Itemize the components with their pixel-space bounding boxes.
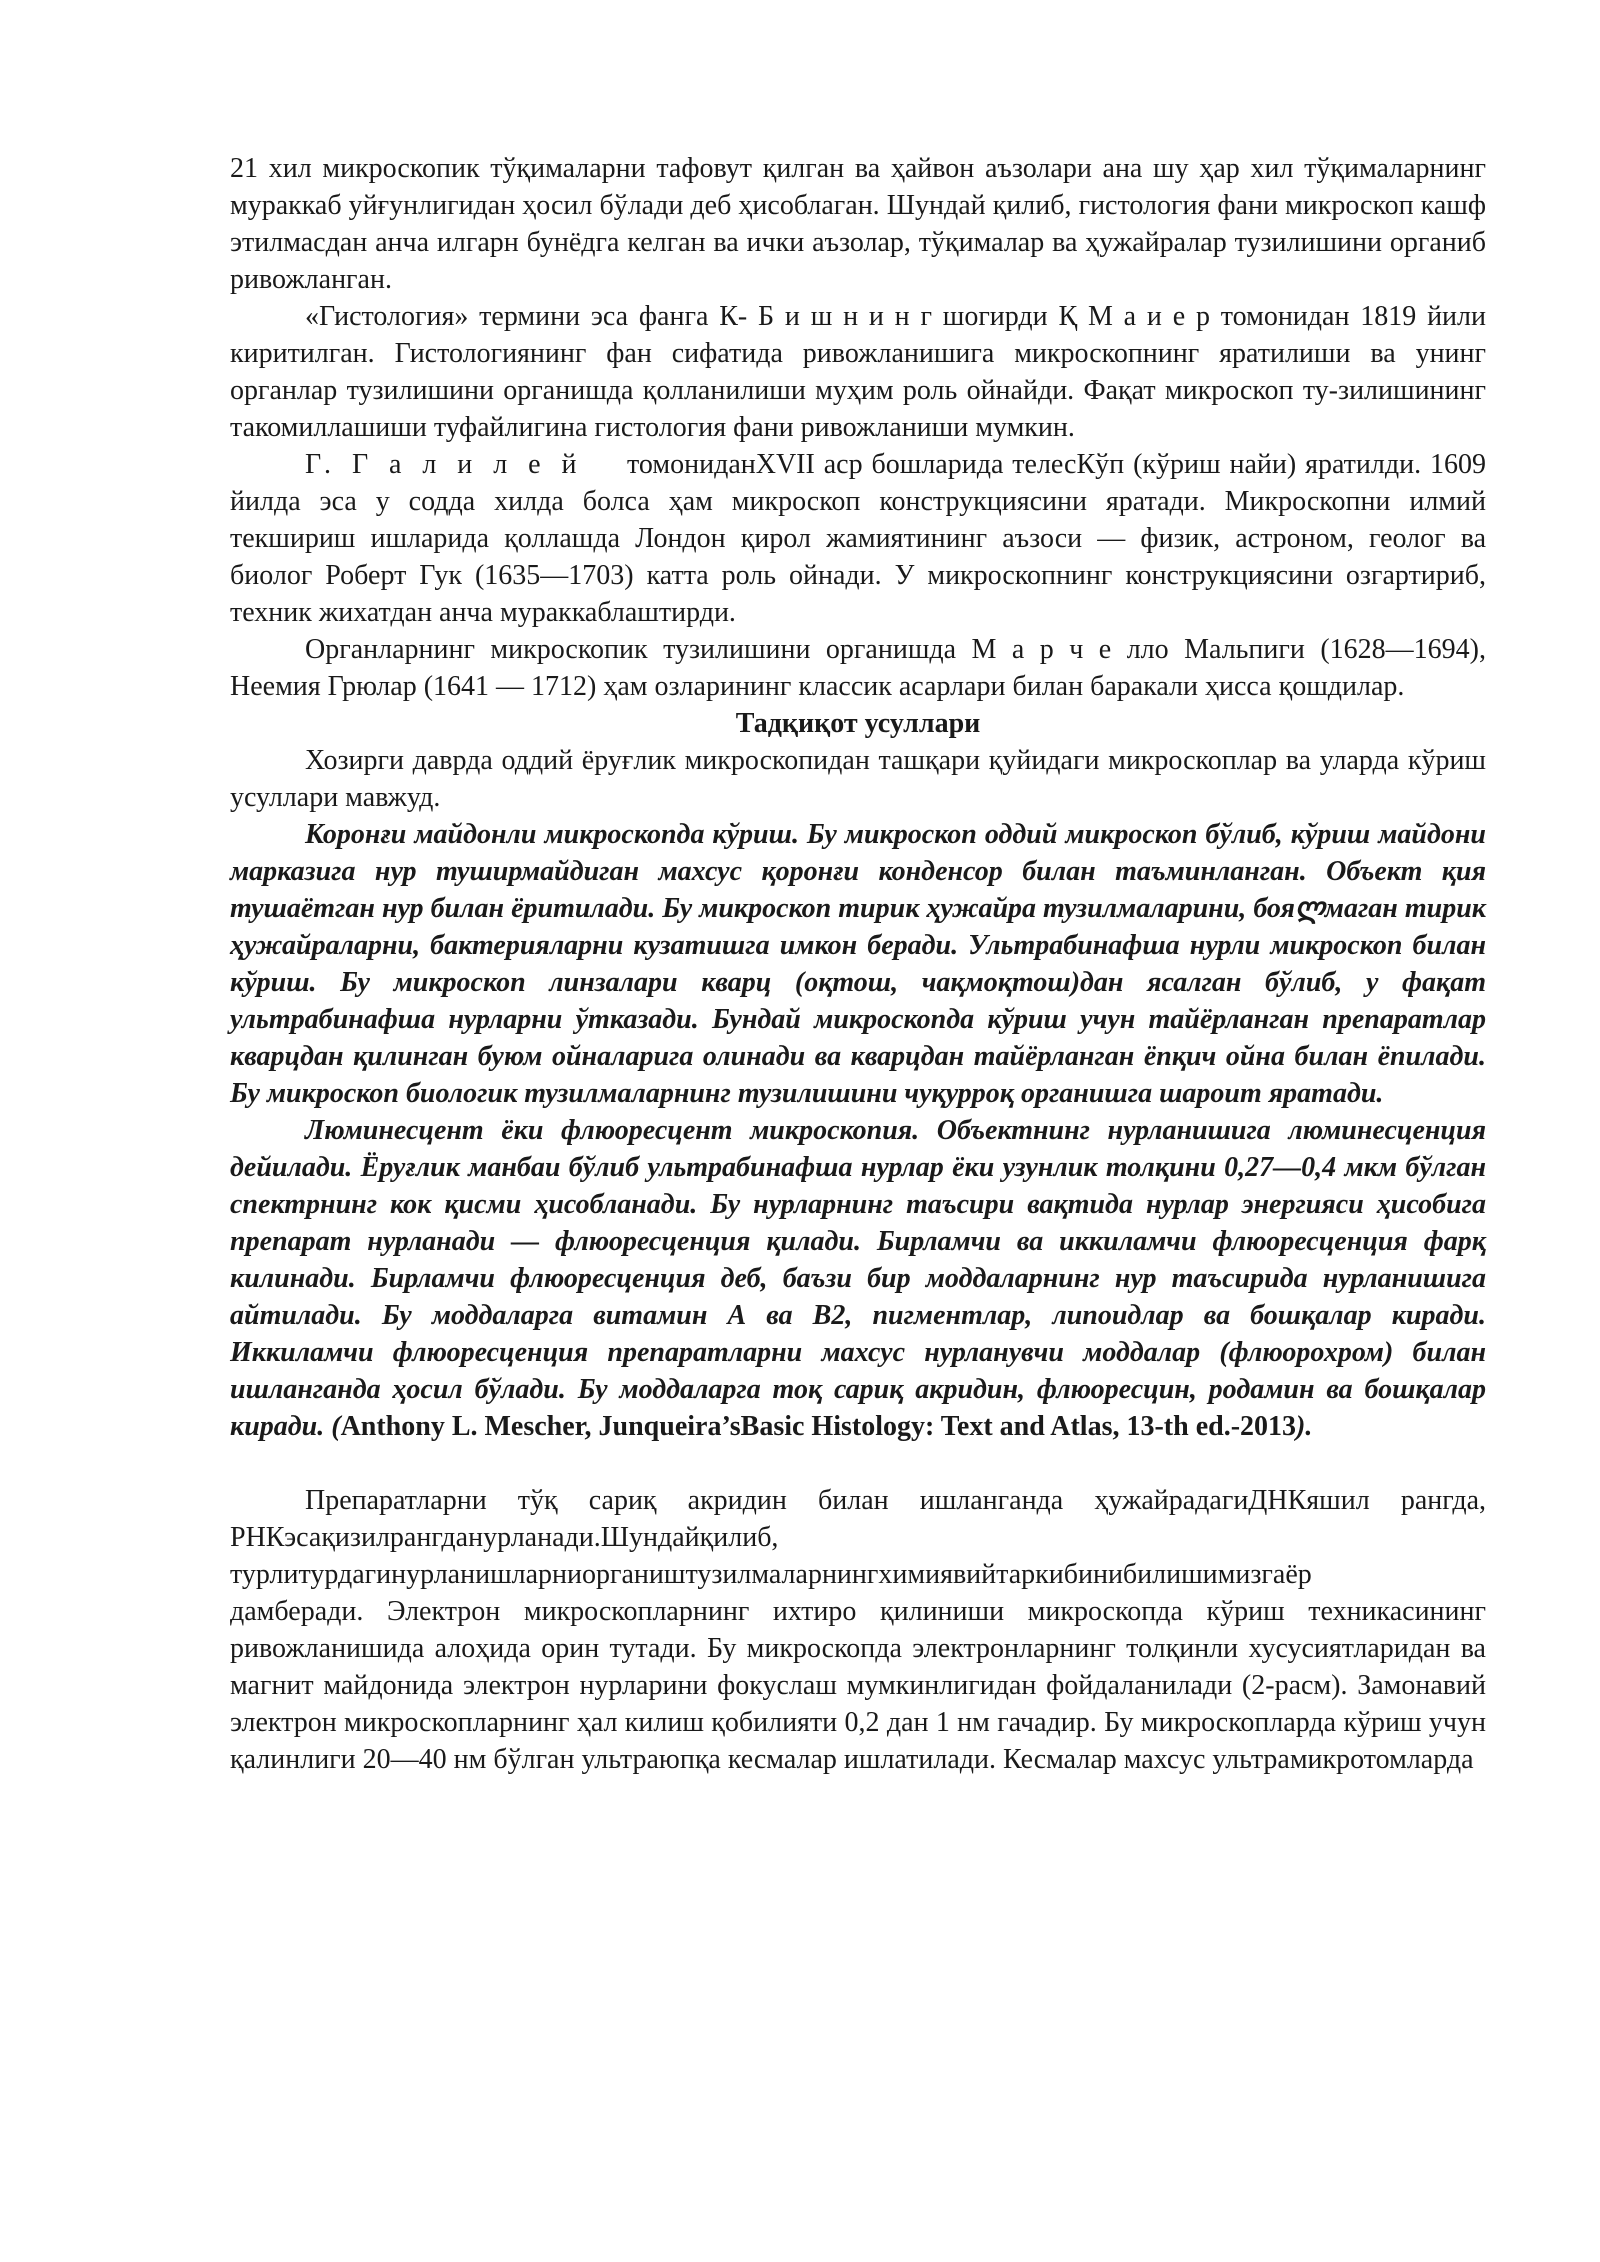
citation-end: ). — [1296, 1411, 1313, 1442]
paragraph-dark-field: Коронғи майдонли микроскопда кўриш. Бу микроскоп оддий микроскоп бўлиб, кўриш майдони марказига нур туширмайдиган махсус қоронғи конденсор билан таъминланган. Объект қия тушаётган нур билан ёритилади. Бу микроскоп тирик ҳужайра тузилмаларини, бояლмаган тирик ҳужайраларни, бактерияларни кузатишга имкон беради. Ультрабинафша нурли микроскоп билан кўриш. Бу микроскоп линзалари кварц (оқтош, чақмоқтош)дан ясалган бўлиб, у фақат ультрабинафша нурларни ўтказади. Бундай микроскопда кўриш учун тайёрланган препаратлар кварцдан қилинган буюм ойналарига олинади ва кварцдан тайёрланган ёпқич ойна билан ёпилади. Бу микроскоп биологик тузилмаларнинг тузилишини чуқурроқ органишга шароит яратади. — [230, 819, 1486, 1109]
luminescent-text: Люминесцент ёки флюоресцент микроскопия. Объектнинг нурланишига люминесценция дейилади. Ёруғлик манбаи бўлиб ультрабинафша нурлар ёки узунлик толқини 0,27—0,4 мкм бўлган спектрнинг кок қисми ҳисобланади. Бу нурларнинг таъсири вақтида нурлар энергияси ҳисобига препарат нурланади — флюоресценция қилади. Бирламчи ва иккиламчи флюоресценция фарқ килинади. Бирламчи флюоресценция деб, баъзи бир моддаларнинг нур таъсирида нурланишига айтилади. Бу моддаларга витамин А ва В2, пигментлар, липоидлар ва бошқалар киради. Иккиламчи флюоресценция препаратларни махсус нурланувчи моддалар (флюорохром) билан ишланганда ҳосил бўлади. Бу моддаларга тоқ сариқ акридин, флюоресцин, родамин ва бошқалар киради. ( — [230, 1115, 1486, 1442]
paragraph-8-line-1: Препаратларни тўқ сариқ акридин билан ишланганда ҳужайрадагиДНКяшил рангда, РНКэсақизилрангданурланади.Шундайқилиб, — [230, 1485, 1486, 1553]
paragraph-4: Органларнинг микроскопик тузилишини органишда М а р ч е лло Мальпиги (1628—1694), Неемия Грюлар (1641 — 1712) ҳам озларининг классик асарлари билан баракали ҳисса қошдилар. — [230, 634, 1486, 702]
author-galilei: Г. Г а л и л е й — [305, 449, 583, 480]
blank-line — [230, 1445, 1486, 1482]
paragraph-3-text: томониданXVII аср бошларида телесКўп (кўриш найи) яратилди. 1609 йилда эса у содда хилда болса ҳам микроскоп конструкциясини яратади. Микроскопни илмий текшириш ишларида қоллашда Лондон қирол жамиятининг аъзоси — физик, астроном, геолог ва биолог Роберт Гук (1635—1703) катта роль ойнади. У микроскопнинг конструкциясини озгартириб, техник жихатдан анча мураккаблаштирди. — [230, 449, 1487, 628]
paragraph-8-rest: дамберади. Электрон микроскопларнинг ихтиро қилиниши микроскопда кўриш техникасининг ривожланишида алоҳида орин тутади. Бу микроскопда электронларнинг толқинли хусусиятларидан ва магнит майдонида электрон нурларини фокуслаш мумкинлигидан фойдаланилади (2-расм). Замонавий электрон микроскопларнинг ҳал килиш қобилияти 0,2 дан 1 нм гачадир. Бу микроскопларда кўриш учун қалинлиги 20—40 нм бўлган ультраюпқа кесмалар ишлатилади. Кесмалар махсус ультрамикротомларда — [230, 1596, 1486, 1775]
paragraph-5: Хозирги даврда оддий ёруғлик микроскопидан ташқари қуйидаги микроскоплар ва уларда кўриш усуллари мавжуд. — [230, 745, 1486, 813]
paragraph-2: «Гистология» термини эса фанга К- Б и ш н и н г шогирди Қ М а и е р томонидан 1819 йили киритилган. Гистологиянинг фан сифатида ривожланишига микроскопнинг яратилиши ва унинг органлар тузилишини органишда қолланилиши муҳим роль ойнайди. Фақат микроскоп ту-зилишининг такомиллашиши туфайлигина гистология фани ривожланиши мумкин. — [230, 301, 1486, 443]
document-page — [230, 150, 1486, 1778]
paragraph-3 — [230, 446, 1486, 631]
paragraph-1: 21 хил микроскопик тўқималарни тафовут қилган ва ҳайвон аъзолари ана шу ҳар хил тўқималарнинг мураккаб уйғунлигидан ҳосил бўлади деб ҳисоблаган. Шундай қилиб, гистология фани микроскоп кашф этилмасдан анча илгарн бунёдга келган ва ички аъзолар, тўқималар ва ҳужайралар тузилишини органиб ривожланган. — [230, 153, 1486, 295]
section-heading: Тадқиқот усуллари — [735, 708, 981, 739]
paragraph-8-line-2: турлитурдагинурланишларниоргаништузилмаларнингхимиявийтаркибинибилишимизгаёр — [230, 1559, 1312, 1590]
paragraph-luminescent — [230, 1112, 1486, 1445]
citation-reference: Anthony L. Mescher, Junqueira’sBasic Histology: Text and Atlas, 13-th ed.-2013 — [340, 1411, 1297, 1442]
